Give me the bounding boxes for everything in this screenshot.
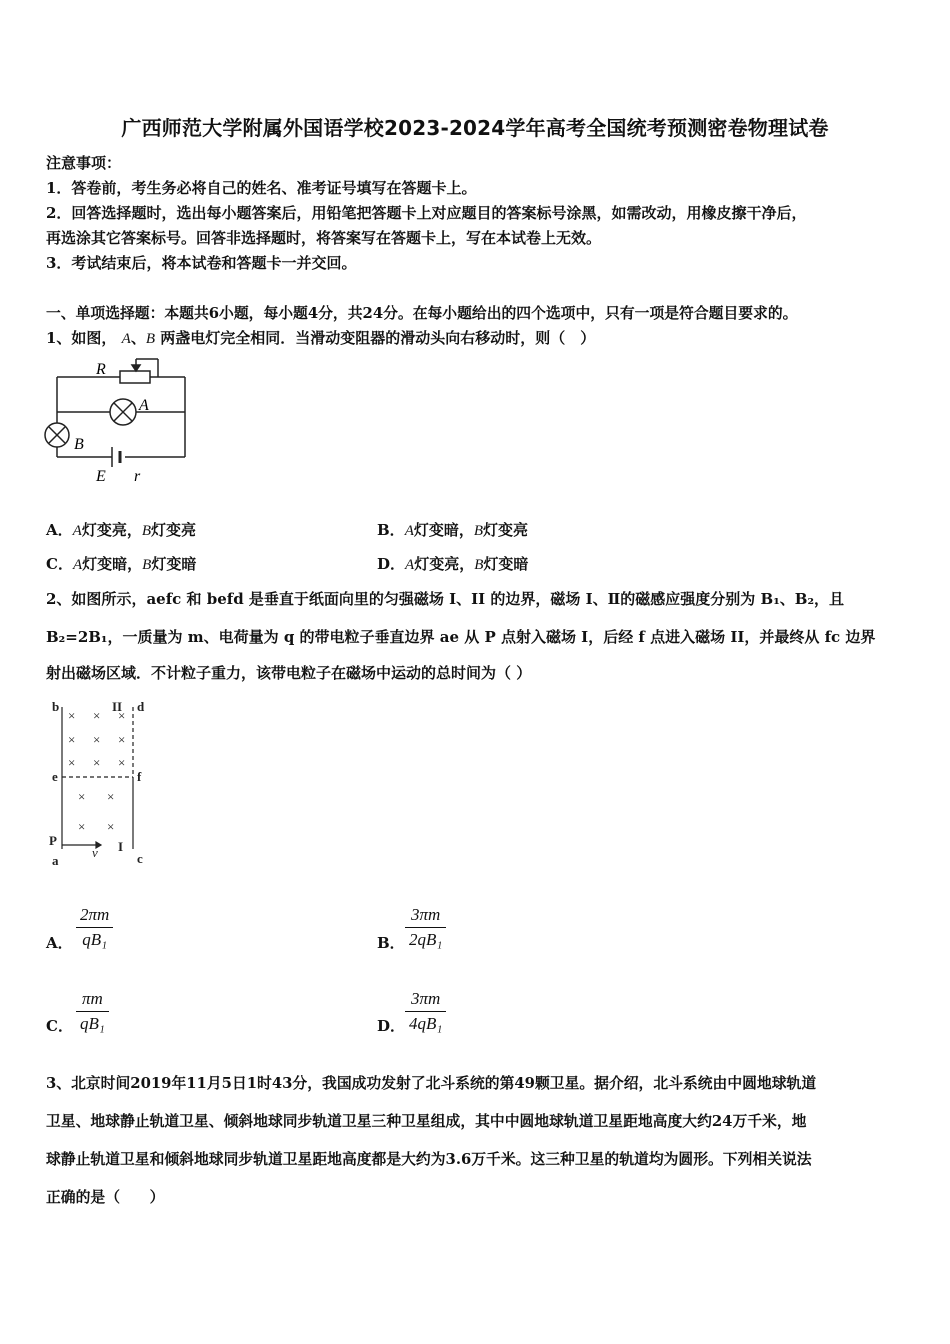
emf-label: E (96, 468, 106, 485)
q2-line-2: B₂=2B₁，一质量为 m、电荷量为 q 的带电粒子垂直边界 ae 从 P 点射入磁场 I，后经 f 点进入磁场 II，并最终从 fc 边界 (46, 628, 876, 646)
notice-item-1: 1．答卷前，考生务必将自己的姓名、准考证号填写在答题卡上。 (46, 179, 477, 197)
q1-var-b: B (145, 331, 156, 347)
option-var: A (72, 557, 83, 573)
option-text: 灯变亮， (414, 555, 475, 573)
field-cross: × (107, 789, 115, 804)
section-heading: 一、单项选择题：本题共6小题，每小题4分，共24分。在每小题给出的四个选项中，只有一项是符合题目要求的。 (46, 305, 798, 322)
q2-option-a-label[interactable]: A． (46, 934, 73, 952)
numerator: 3πm (411, 989, 441, 1008)
label-a: a (52, 853, 59, 868)
label-f: f (137, 769, 142, 784)
label-e: e (52, 769, 58, 784)
option-label: D． (377, 555, 406, 573)
q3-line-1: 3、北京时间2019年11月5日1时43分，我国成功发射了北斗系统的第49颗卫星。据介绍，北斗系统由中圆地球轨道 (46, 1075, 817, 1092)
q2-option-d-label[interactable]: D． (377, 1017, 406, 1035)
option-var: A (72, 523, 82, 539)
option-var: B (473, 523, 484, 539)
option-var: B (474, 557, 484, 573)
q1-num: 1、如图， (46, 329, 117, 347)
label-c: c (137, 851, 143, 866)
field-cross: × (93, 755, 101, 770)
denominator: qB₁ (80, 1014, 105, 1033)
denominator: 4qB₁ (409, 1014, 443, 1033)
option-text: 灯变亮， (81, 521, 142, 539)
q1-circuit-figure (40, 355, 200, 490)
option-var: B (141, 523, 151, 539)
denominator: qB₁ (82, 930, 108, 949)
option-var: A (404, 523, 414, 539)
q2-field-figure (46, 697, 156, 872)
field-cross: × (118, 755, 126, 770)
option-label: B． (377, 521, 405, 539)
q1-option-c[interactable] (46, 553, 196, 574)
label-region-i: I (118, 839, 124, 854)
field-cross: × (68, 708, 76, 723)
notice-item-2: 2．回答选择题时，选出每小题答案后，用铅笔把答题卡上对应题目的答案标号涂黑，如需改动，用橡皮擦干净后， (46, 204, 807, 222)
option-text: 灯变亮 (483, 521, 529, 539)
option-var: A (405, 557, 415, 573)
q1-option-a[interactable] (46, 519, 196, 540)
field-cross: × (118, 708, 126, 723)
q2-option-c-label[interactable]: C． (46, 1017, 73, 1035)
field-cross: × (118, 732, 126, 747)
label-b: b (52, 699, 60, 714)
q1-text: 两盏电灯完全相同．当滑动变阻器的滑动头向右移动时，则（ ） (160, 329, 596, 347)
page-title: 广西师范大学附属外国语学校2023-2024学年高考全国统考预测密卷物理试卷 (121, 116, 829, 140)
notice-item-2-cont: 再选涂其它答案标号。回答非选择题时，将答案写在答题卡上，写在本试卷上无效。 (46, 229, 602, 247)
field-cross: × (93, 708, 101, 723)
label-region-ii: II (112, 699, 123, 714)
numerator: πm (82, 989, 103, 1008)
q3-line-2: 卫星、地球静止轨道卫星、倾斜地球同步轨道卫星三种卫星组成，其中中圆地球轨道卫星距地高度大约24万千米，地 (46, 1113, 807, 1130)
internal-r-label: r (134, 468, 141, 485)
label-p: P (49, 833, 57, 848)
q2-option-d-fraction (405, 989, 446, 1034)
option-text: 灯变暗 (151, 555, 197, 573)
notice-item-3: 3．考试结束后，将本试卷和答题卡一并交回。 (46, 254, 357, 272)
q2-line-3: 射出磁场区域．不计粒子重力，该带电粒子在磁场中运动的总时间为（ ） (46, 664, 532, 682)
field-cross: × (78, 789, 86, 804)
lamp-a-label: A (139, 397, 149, 414)
field-cross: × (93, 732, 101, 747)
q2-option-a-fraction (76, 905, 113, 950)
q1-stem (46, 327, 595, 348)
option-label: C． (46, 555, 73, 573)
q1-option-d[interactable] (377, 553, 528, 574)
q1-sep: 、 (130, 329, 146, 347)
numerator: 2πm (80, 905, 110, 924)
q2-option-b-label[interactable]: B． (377, 934, 405, 952)
option-text: 灯变暗， (82, 555, 143, 573)
option-text: 灯变亮 (151, 521, 197, 539)
option-var: B (142, 557, 152, 573)
lamp-b-label: B (74, 436, 84, 453)
label-v: v (92, 845, 98, 860)
field-cross: × (68, 732, 76, 747)
field-cross: × (78, 819, 86, 834)
q2-option-c-fraction (76, 989, 109, 1034)
field-cross: × (68, 755, 76, 770)
option-text: 灯变暗 (483, 555, 529, 573)
option-text: 灯变暗， (413, 521, 474, 539)
numerator: 3πm (411, 905, 441, 924)
q3-line-4: 正确的是（ ） (46, 1189, 165, 1206)
q2-line-1: 2、如图所示，aefc 和 befd 是垂直于纸面向里的匀强磁场 I、II 的边界，磁场 I、Ⅱ的磁感应强度分别为 B₁、B₂，且 (46, 590, 845, 608)
field-cross: × (107, 819, 115, 834)
label-d: d (137, 699, 145, 714)
q2-option-b-fraction (405, 905, 446, 950)
q1-var-a: A (121, 331, 131, 347)
notice-heading: 注意事项： (46, 154, 122, 172)
rheostat-label: R (96, 361, 106, 378)
q3-line-3: 球静止轨道卫星和倾斜地球同步轨道卫星距地高度都是大约为3.6万千米。这三种卫星的轨道均为圆形。下列相关说法 (46, 1151, 812, 1168)
denominator: 2qB₁ (409, 930, 443, 949)
option-label: A． (46, 521, 73, 539)
q1-option-b[interactable] (377, 519, 528, 540)
